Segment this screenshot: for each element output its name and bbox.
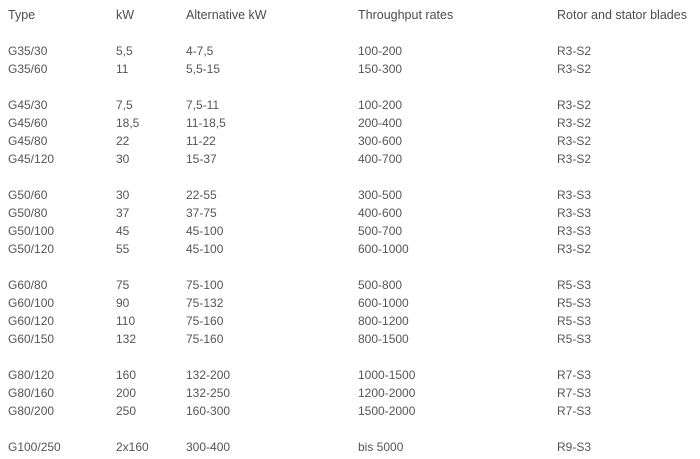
kw-cell: 37 [116,206,130,220]
throughput-cell: 600-1000 [358,296,409,310]
type-cell: G50/120 [8,242,55,256]
alternative-kw-cell: 7,5-11 [186,98,220,112]
rotor-stator-cell: R5-S3 [557,296,592,310]
table-row [8,96,698,114]
kw-cell: 30 [116,188,130,202]
rotor-stator-cell: R3-S2 [557,152,592,166]
throughput-cell: 1000-1500 [358,368,416,382]
alternative-kw-cell: 11-22 [186,134,216,148]
specifications-table [8,6,698,456]
throughput-cell: 100-200 [358,98,403,112]
group-spacer [8,258,698,276]
alternative-kw-cell: 45-100 [186,242,224,256]
group-spacer [8,420,698,438]
type-cell: G60/150 [8,332,55,346]
rotor-stator-cell: R3-S2 [557,134,592,148]
group-spacer [8,24,698,42]
alternative-kw-cell: 15-37 [186,152,217,166]
kw-cell: 160 [116,368,137,382]
throughput-cell: 1200-2000 [358,386,416,400]
table-row [8,114,698,132]
type-cell: G60/80 [8,278,48,292]
table-row [8,366,698,384]
table-row [8,312,698,330]
kw-cell: 200 [116,386,137,400]
table-row [8,240,698,258]
kw-cell: 2x160 [116,440,149,454]
kw-cell: 250 [116,404,137,418]
throughput-cell: 400-700 [358,152,403,166]
alternative-kw-cell: 132-250 [186,386,231,400]
kw-cell: 75 [116,278,130,292]
throughput-cell: bis 5000 [358,440,404,454]
type-cell: G45/120 [8,152,55,166]
kw-cell: 11 [116,62,129,76]
rotor-stator-cell: R5-S3 [557,314,592,328]
rotor-stator-cell: R3-S2 [557,44,592,58]
kw-cell: 132 [116,332,137,346]
table-row [8,222,698,240]
group-spacer [8,168,698,186]
rotor-stator-cell: R7-S3 [557,368,592,382]
group-spacer [8,78,698,96]
rotor-stator-cell: R3-S3 [557,224,592,238]
rotor-stator-cell: R5-S3 [557,278,592,292]
kw-cell: 90 [116,296,130,310]
type-cell: G45/60 [8,116,48,130]
table-header [8,6,698,24]
table-row [8,402,698,420]
alternative-kw-cell: 45-100 [186,224,224,238]
table-row [8,276,698,294]
type-cell: G50/100 [8,224,55,238]
throughput-cell: 200-400 [358,116,403,130]
alternative-kw-cell: 11-18,5 [186,116,226,130]
header-type: Type [8,8,36,22]
table-row [8,384,698,402]
type-cell: G60/120 [8,314,55,328]
header-kw: kW [116,8,135,22]
alternative-kw-cell: 132-200 [186,368,231,382]
table-row [8,186,698,204]
type-cell: G50/80 [8,206,48,220]
kw-cell: 22 [116,134,130,148]
type-cell: G35/60 [8,62,48,76]
alternative-kw-cell: 300-400 [186,440,231,454]
throughput-cell: 300-600 [358,134,403,148]
type-cell: G80/120 [8,368,55,382]
type-cell: G80/200 [8,404,55,418]
header-throughput-rates: Throughput rates [358,8,454,22]
type-cell: G50/60 [8,188,48,202]
rotor-stator-cell: R3-S3 [557,206,592,220]
kw-cell: 5,5 [116,44,133,58]
alternative-kw-cell: 5,5-15 [186,62,221,76]
throughput-cell: 1500-2000 [358,404,416,418]
type-cell: G35/30 [8,44,48,58]
rotor-stator-cell: R7-S3 [557,404,592,418]
table-row [8,42,698,60]
alternative-kw-cell: 75-160 [186,332,224,346]
throughput-cell: 600-1000 [358,242,409,256]
alternative-kw-cell: 160-300 [186,404,231,418]
rotor-stator-cell: R3-S2 [557,116,592,130]
kw-cell: 110 [116,314,136,328]
rotor-stator-cell: R3-S2 [557,62,592,76]
table-row [8,204,698,222]
alternative-kw-cell: 75-100 [186,278,224,292]
rotor-stator-cell: R9-S3 [557,440,592,454]
throughput-cell: 800-1500 [358,332,409,346]
throughput-cell: 500-800 [358,278,403,292]
type-cell: G100/250 [8,440,61,454]
rotor-stator-cell: R7-S3 [557,386,592,400]
alternative-kw-cell: 75-160 [186,314,224,328]
throughput-cell: 150-300 [358,62,403,76]
kw-cell: 45 [116,224,130,238]
table-row [8,294,698,312]
table-row [8,438,698,456]
table-row [8,132,698,150]
alternative-kw-cell: 75-132 [186,296,224,310]
throughput-cell: 800-1200 [358,314,409,328]
type-cell: G45/30 [8,98,48,112]
type-cell: G80/160 [8,386,55,400]
alternative-kw-cell: 37-75 [186,206,217,220]
table-body [8,24,698,456]
group-spacer [8,348,698,366]
throughput-cell: 500-700 [358,224,403,238]
throughput-cell: 300-500 [358,188,403,202]
table-row [8,150,698,168]
header-rotor-stator-blades: Rotor and stator blades [557,8,687,22]
kw-cell: 18,5 [116,116,140,130]
kw-cell: 30 [116,152,130,166]
alternative-kw-cell: 4-7,5 [186,44,214,58]
rotor-stator-cell: R5-S3 [557,332,592,346]
throughput-cell: 100-200 [358,44,403,58]
kw-cell: 7,5 [116,98,133,112]
table-row [8,330,698,348]
alternative-kw-cell: 22-55 [186,188,217,202]
kw-cell: 55 [116,242,130,256]
header-alternative-kw: Alternative kW [186,8,267,22]
type-cell: G45/80 [8,134,48,148]
type-cell: G60/100 [8,296,55,310]
table-row [8,60,698,78]
rotor-stator-cell: R3-S2 [557,242,592,256]
throughput-cell: 400-600 [358,206,403,220]
rotor-stator-cell: R3-S2 [557,98,592,112]
rotor-stator-cell: R3-S3 [557,188,592,202]
